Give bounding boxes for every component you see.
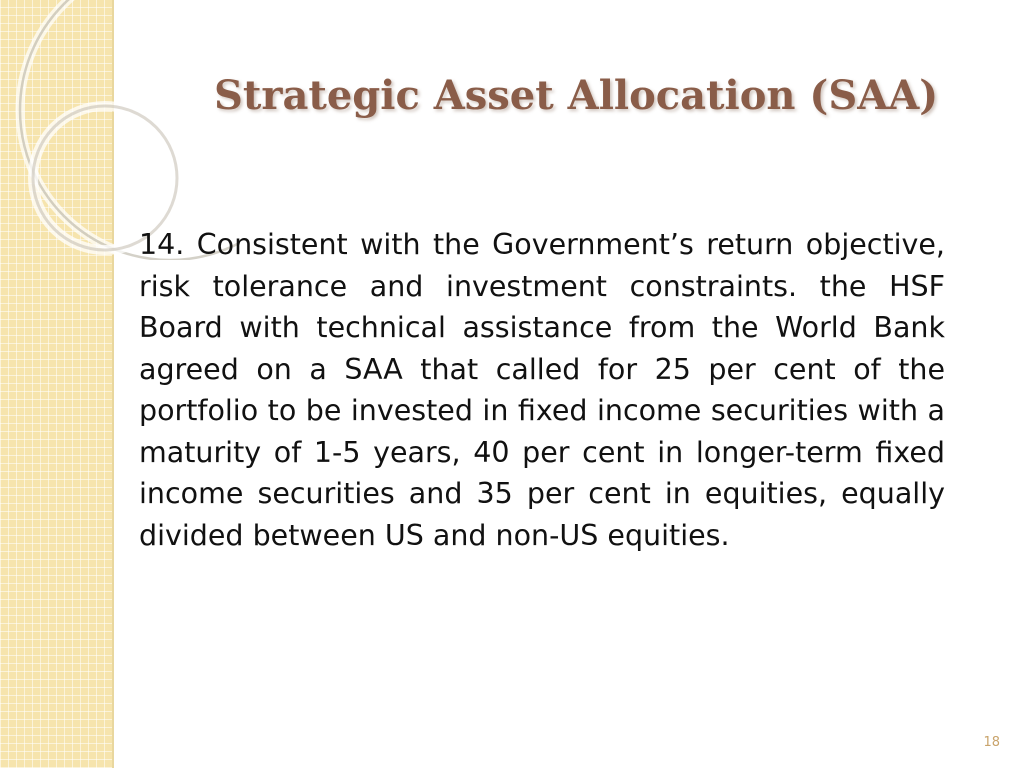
- slide-body-text: 14. Consistent with the Government’s return objective, risk tolerance and investment constraints. the HSF Board with technical assistance from the World Bank agreed on a SAA that called for 25 per cent of the portfolio to be invested in fixed income securities with a maturity of 1-5 years, 40 per cent in longer-term fixed income securities and 35 per cent in equities, equally divided between US and non-US equities.: [139, 228, 945, 552]
- decorative-rings: [0, 0, 240, 260]
- slide-title: Strategic Asset Allocation (SAA): [214, 72, 939, 119]
- page-number: 18: [983, 735, 1000, 750]
